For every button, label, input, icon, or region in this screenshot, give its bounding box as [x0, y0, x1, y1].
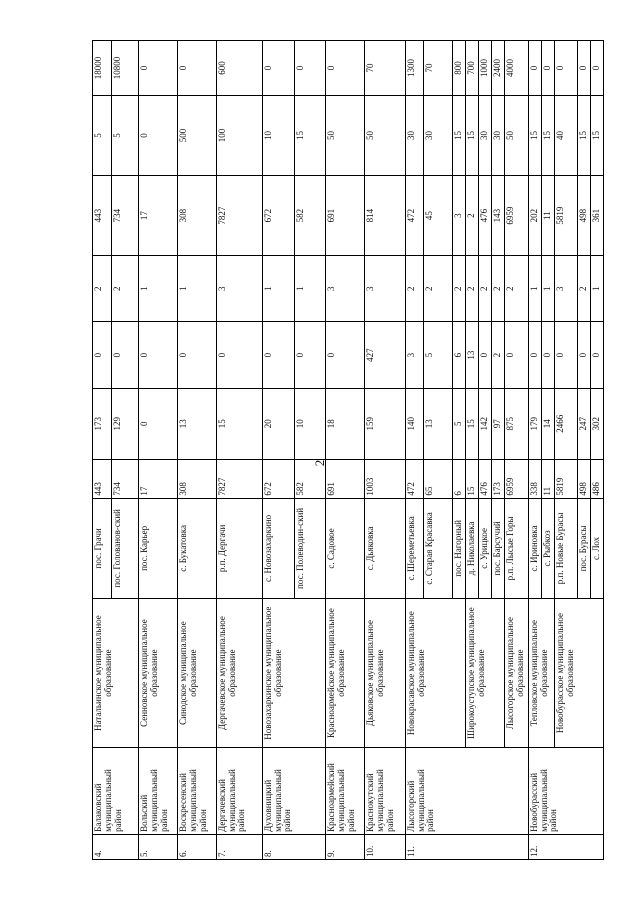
value-cell: 10 — [262, 96, 295, 176]
settlement-name: пос. Полеводин-ский — [295, 498, 326, 599]
value-cell: 6959 — [505, 459, 528, 498]
value-cell: 472 — [405, 176, 423, 256]
value-cell: 0 — [325, 41, 364, 96]
value-cell: 5 — [112, 96, 139, 176]
value-cell: 0 — [262, 322, 295, 388]
value-cell: 0 — [590, 322, 603, 388]
value-cell: 140 — [405, 388, 423, 459]
district-name: Вольский муниципальный район — [138, 747, 177, 834]
value-cell: 498 — [577, 176, 590, 256]
value-cell: 1 — [590, 256, 603, 322]
value-cell: 691 — [325, 176, 364, 256]
value-cell: 18 — [325, 388, 364, 459]
value-cell: 1003 — [364, 459, 405, 498]
value-cell: 2 — [452, 256, 465, 322]
municipality-name: Синодское муниципальное образование — [177, 599, 216, 748]
value-cell: 443 — [93, 459, 112, 498]
value-cell: 0 — [541, 322, 554, 388]
value-cell: 13 — [465, 322, 478, 388]
value-cell: 0 — [325, 322, 364, 388]
municipality-name: Дергачевское муниципальное образование — [216, 599, 262, 748]
value-cell: 5 — [424, 322, 453, 388]
value-cell: 7827 — [216, 176, 262, 256]
value-cell: 1 — [295, 256, 326, 322]
value-cell: 0 — [177, 41, 216, 96]
settlement-name: с. Лох — [590, 498, 603, 599]
settlement-name: пос. Голованов-ский — [112, 498, 139, 599]
value-cell: 30 — [479, 96, 492, 176]
value-cell: 50 — [505, 96, 528, 176]
value-cell: 2 — [405, 256, 423, 322]
value-cell: 1 — [541, 256, 554, 322]
value-cell: 50 — [325, 96, 364, 176]
value-cell: 4000 — [505, 41, 528, 96]
value-cell: 0 — [555, 322, 577, 388]
value-cell: 814 — [364, 176, 405, 256]
settlement-name: р.п. Дергачи — [216, 498, 262, 599]
settlement-name: с. Дьяковка — [364, 498, 405, 599]
value-cell: 443 — [93, 176, 112, 256]
value-cell: 173 — [492, 459, 505, 498]
value-cell: 0 — [528, 41, 541, 96]
row-number: 10. — [364, 834, 405, 859]
value-cell: 20 — [262, 388, 295, 459]
value-cell: 173 — [93, 388, 112, 459]
value-cell: 734 — [112, 459, 139, 498]
value-cell: 0 — [555, 41, 577, 96]
value-cell: 6959 — [505, 176, 528, 256]
table-row — [405, 41, 423, 860]
value-cell: 45 — [424, 176, 453, 256]
value-cell: 202 — [528, 176, 541, 256]
value-cell: 97 — [492, 388, 505, 459]
value-cell: 0 — [216, 322, 262, 388]
table-row — [505, 41, 528, 860]
value-cell: 476 — [479, 176, 492, 256]
value-cell: 17 — [138, 459, 177, 498]
value-cell: 11 — [541, 176, 554, 256]
value-cell: 15 — [465, 388, 478, 459]
value-cell: 800 — [452, 41, 465, 96]
value-cell: 100 — [216, 96, 262, 176]
value-cell: 2 — [465, 176, 478, 256]
value-cell: 5 — [93, 96, 112, 176]
value-cell: 18000 — [93, 41, 112, 96]
value-cell: 5 — [452, 388, 465, 459]
value-cell: 30 — [424, 96, 453, 176]
settlement-name: с. Букатовка — [177, 498, 216, 599]
value-cell: 0 — [541, 41, 554, 96]
value-cell: 5819 — [555, 459, 577, 498]
settlement-name: с. Новозахаркино — [262, 498, 295, 599]
settlement-name: пос. Барсучий — [492, 498, 505, 599]
value-cell: 10800 — [112, 41, 139, 96]
value-cell: 302 — [590, 388, 603, 459]
value-cell: 672 — [262, 176, 295, 256]
value-cell: 3 — [216, 256, 262, 322]
value-cell: 0 — [479, 322, 492, 388]
value-cell: 17 — [138, 176, 177, 256]
value-cell: 582 — [295, 459, 326, 498]
municipality-name: Сенновское муниципальное образование — [138, 599, 177, 748]
settlement-name: д. Николаевка — [465, 498, 478, 599]
settlement-name: с. Шереметьевка — [405, 498, 423, 599]
value-cell: 0 — [577, 322, 590, 388]
value-cell: 0 — [138, 322, 177, 388]
value-cell: 308 — [177, 459, 216, 498]
settlement-name: с. Рыбкоз — [541, 498, 554, 599]
municipality-name: Новозахаркинское муниципальное образование — [262, 599, 325, 748]
settlement-name: с. Урицкое — [479, 498, 492, 599]
value-cell: 2 — [112, 256, 139, 322]
row-number: 6. — [177, 834, 216, 859]
table-row — [364, 41, 405, 860]
value-cell: 0 — [295, 41, 326, 96]
value-cell: 427 — [364, 322, 405, 388]
row-number: 9. — [325, 834, 364, 859]
value-cell: 486 — [590, 459, 603, 498]
value-cell: 361 — [590, 176, 603, 256]
value-cell: 0 — [528, 322, 541, 388]
value-cell: 734 — [112, 176, 139, 256]
value-cell: 11 — [541, 459, 554, 498]
district-name: Воскресенский муниципальный район — [177, 747, 216, 834]
value-cell: 691 — [325, 459, 364, 498]
value-cell: 498 — [577, 459, 590, 498]
table-row — [528, 41, 541, 860]
row-number: 5. — [138, 834, 177, 859]
value-cell: 308 — [177, 176, 216, 256]
value-cell: 1 — [138, 256, 177, 322]
value-cell: 30 — [405, 96, 423, 176]
municipality-name: Лысогорское муниципальное образование — [505, 599, 528, 748]
value-cell: 15 — [216, 388, 262, 459]
value-cell: 0 — [262, 41, 295, 96]
row-number: 11. — [405, 834, 528, 859]
value-cell: 1 — [528, 256, 541, 322]
table-row — [138, 41, 177, 860]
municipality-name: Дьяковское муниципальное образование — [364, 599, 405, 748]
table-row — [465, 41, 478, 860]
value-cell: 15 — [577, 96, 590, 176]
value-cell: 70 — [424, 41, 453, 96]
value-cell: 672 — [262, 459, 295, 498]
value-cell: 247 — [577, 388, 590, 459]
rotated-table-frame — [92, 40, 604, 860]
municipality-name: Тепловское муниципальное образование — [528, 599, 554, 748]
value-cell: 2 — [577, 256, 590, 322]
value-cell: 2 — [93, 256, 112, 322]
value-cell: 582 — [295, 176, 326, 256]
settlement-name: р.п. Лысые Горы — [505, 498, 528, 599]
settlement-name: с. Садовое — [325, 498, 364, 599]
page-number: 2 — [312, 459, 327, 467]
value-cell: 2466 — [555, 388, 577, 459]
value-cell: 700 — [465, 41, 478, 96]
value-cell: 2 — [479, 256, 492, 322]
value-cell: 179 — [528, 388, 541, 459]
value-cell: 1 — [177, 256, 216, 322]
settlement-name: пос. Грачи — [93, 498, 112, 599]
settlement-name: с. Ириновка — [528, 498, 541, 599]
value-cell: 3 — [325, 256, 364, 322]
district-name: Дергачевский муниципальный район — [216, 747, 262, 834]
value-cell: 600 — [216, 41, 262, 96]
value-cell: 15 — [465, 459, 478, 498]
value-cell: 0 — [295, 322, 326, 388]
value-cell: 0 — [590, 41, 603, 96]
municipality-name: Широкоуступское муниципальное образование — [465, 599, 505, 748]
value-cell: 3 — [364, 256, 405, 322]
value-cell: 3 — [555, 256, 577, 322]
settlement-name: пос. Бурасы — [577, 498, 590, 599]
district-name: Краснокутский муниципальный район — [364, 747, 405, 834]
value-cell: 0 — [112, 322, 139, 388]
value-cell: 40 — [555, 96, 577, 176]
table-row — [93, 41, 112, 860]
settlement-name: р.п. Новые Бурасы — [555, 498, 577, 599]
table-row — [325, 41, 364, 860]
value-cell: 2400 — [492, 41, 505, 96]
value-cell: 476 — [479, 459, 492, 498]
district-name: Духовницкий муниципальный район — [262, 747, 325, 834]
district-name: Красноармейский муниципальный район — [325, 747, 364, 834]
value-cell: 142 — [479, 388, 492, 459]
row-number: 8. — [262, 834, 325, 859]
value-cell: 15 — [465, 96, 478, 176]
municipality-name: Новокрасавское муниципальное образование — [405, 599, 465, 748]
row-number: 4. — [93, 834, 139, 859]
value-cell: 10 — [295, 388, 326, 459]
value-cell: 0 — [177, 322, 216, 388]
table-row — [177, 41, 216, 860]
value-cell: 15 — [295, 96, 326, 176]
value-cell: 0 — [505, 322, 528, 388]
value-cell: 5819 — [555, 176, 577, 256]
value-cell: 129 — [112, 388, 139, 459]
value-cell: 0 — [577, 41, 590, 96]
value-cell: 2 — [424, 256, 453, 322]
value-cell: 15 — [528, 96, 541, 176]
municipality-name: Новобурасское муниципальное образование — [555, 599, 604, 748]
value-cell: 7827 — [216, 459, 262, 498]
value-cell: 13 — [424, 388, 453, 459]
value-cell: 159 — [364, 388, 405, 459]
value-cell: 2 — [492, 256, 505, 322]
settlement-name: пос. Карьер — [138, 498, 177, 599]
value-cell: 0 — [138, 96, 177, 176]
value-cell: 1300 — [405, 41, 423, 96]
district-name: Новобурасский муниципальный район — [528, 747, 603, 834]
value-cell: 3 — [452, 176, 465, 256]
value-cell: 30 — [492, 96, 505, 176]
value-cell: 14 — [541, 388, 554, 459]
district-name: Лысогорский муниципальный район — [405, 747, 528, 834]
value-cell: 500 — [177, 96, 216, 176]
value-cell: 3 — [405, 322, 423, 388]
row-number: 12. — [528, 834, 603, 859]
value-cell: 0 — [138, 41, 177, 96]
value-cell: 6 — [452, 322, 465, 388]
municipality-name: Натальинское муниципальное образование — [93, 599, 139, 748]
value-cell: 2 — [505, 256, 528, 322]
value-cell: 65 — [424, 459, 453, 498]
value-cell: 15 — [452, 96, 465, 176]
settlement-name: пос. Нагорный — [452, 498, 465, 599]
settlement-name: с. Старая Красавка — [424, 498, 453, 599]
value-cell: 143 — [492, 176, 505, 256]
value-cell: 338 — [528, 459, 541, 498]
value-cell: 2 — [492, 322, 505, 388]
value-cell: 70 — [364, 41, 405, 96]
value-cell: 15 — [590, 96, 603, 176]
value-cell: 1 — [262, 256, 295, 322]
value-cell: 50 — [364, 96, 405, 176]
value-cell: 13 — [177, 388, 216, 459]
value-cell: 1000 — [479, 41, 492, 96]
table-row — [262, 41, 295, 860]
row-number: 7. — [216, 834, 262, 859]
value-cell: 0 — [138, 388, 177, 459]
value-cell: 875 — [505, 388, 528, 459]
value-cell: 6 — [452, 459, 465, 498]
municipality-name: Красноармейское муниципальное образование — [325, 599, 364, 748]
value-cell: 472 — [405, 459, 423, 498]
table-row — [216, 41, 262, 860]
table-row — [555, 41, 577, 860]
district-name: Балаковский муниципальный район — [93, 747, 139, 834]
value-cell: 0 — [93, 322, 112, 388]
value-cell: 15 — [541, 96, 554, 176]
value-cell: 2 — [465, 256, 478, 322]
data-table — [92, 40, 604, 860]
